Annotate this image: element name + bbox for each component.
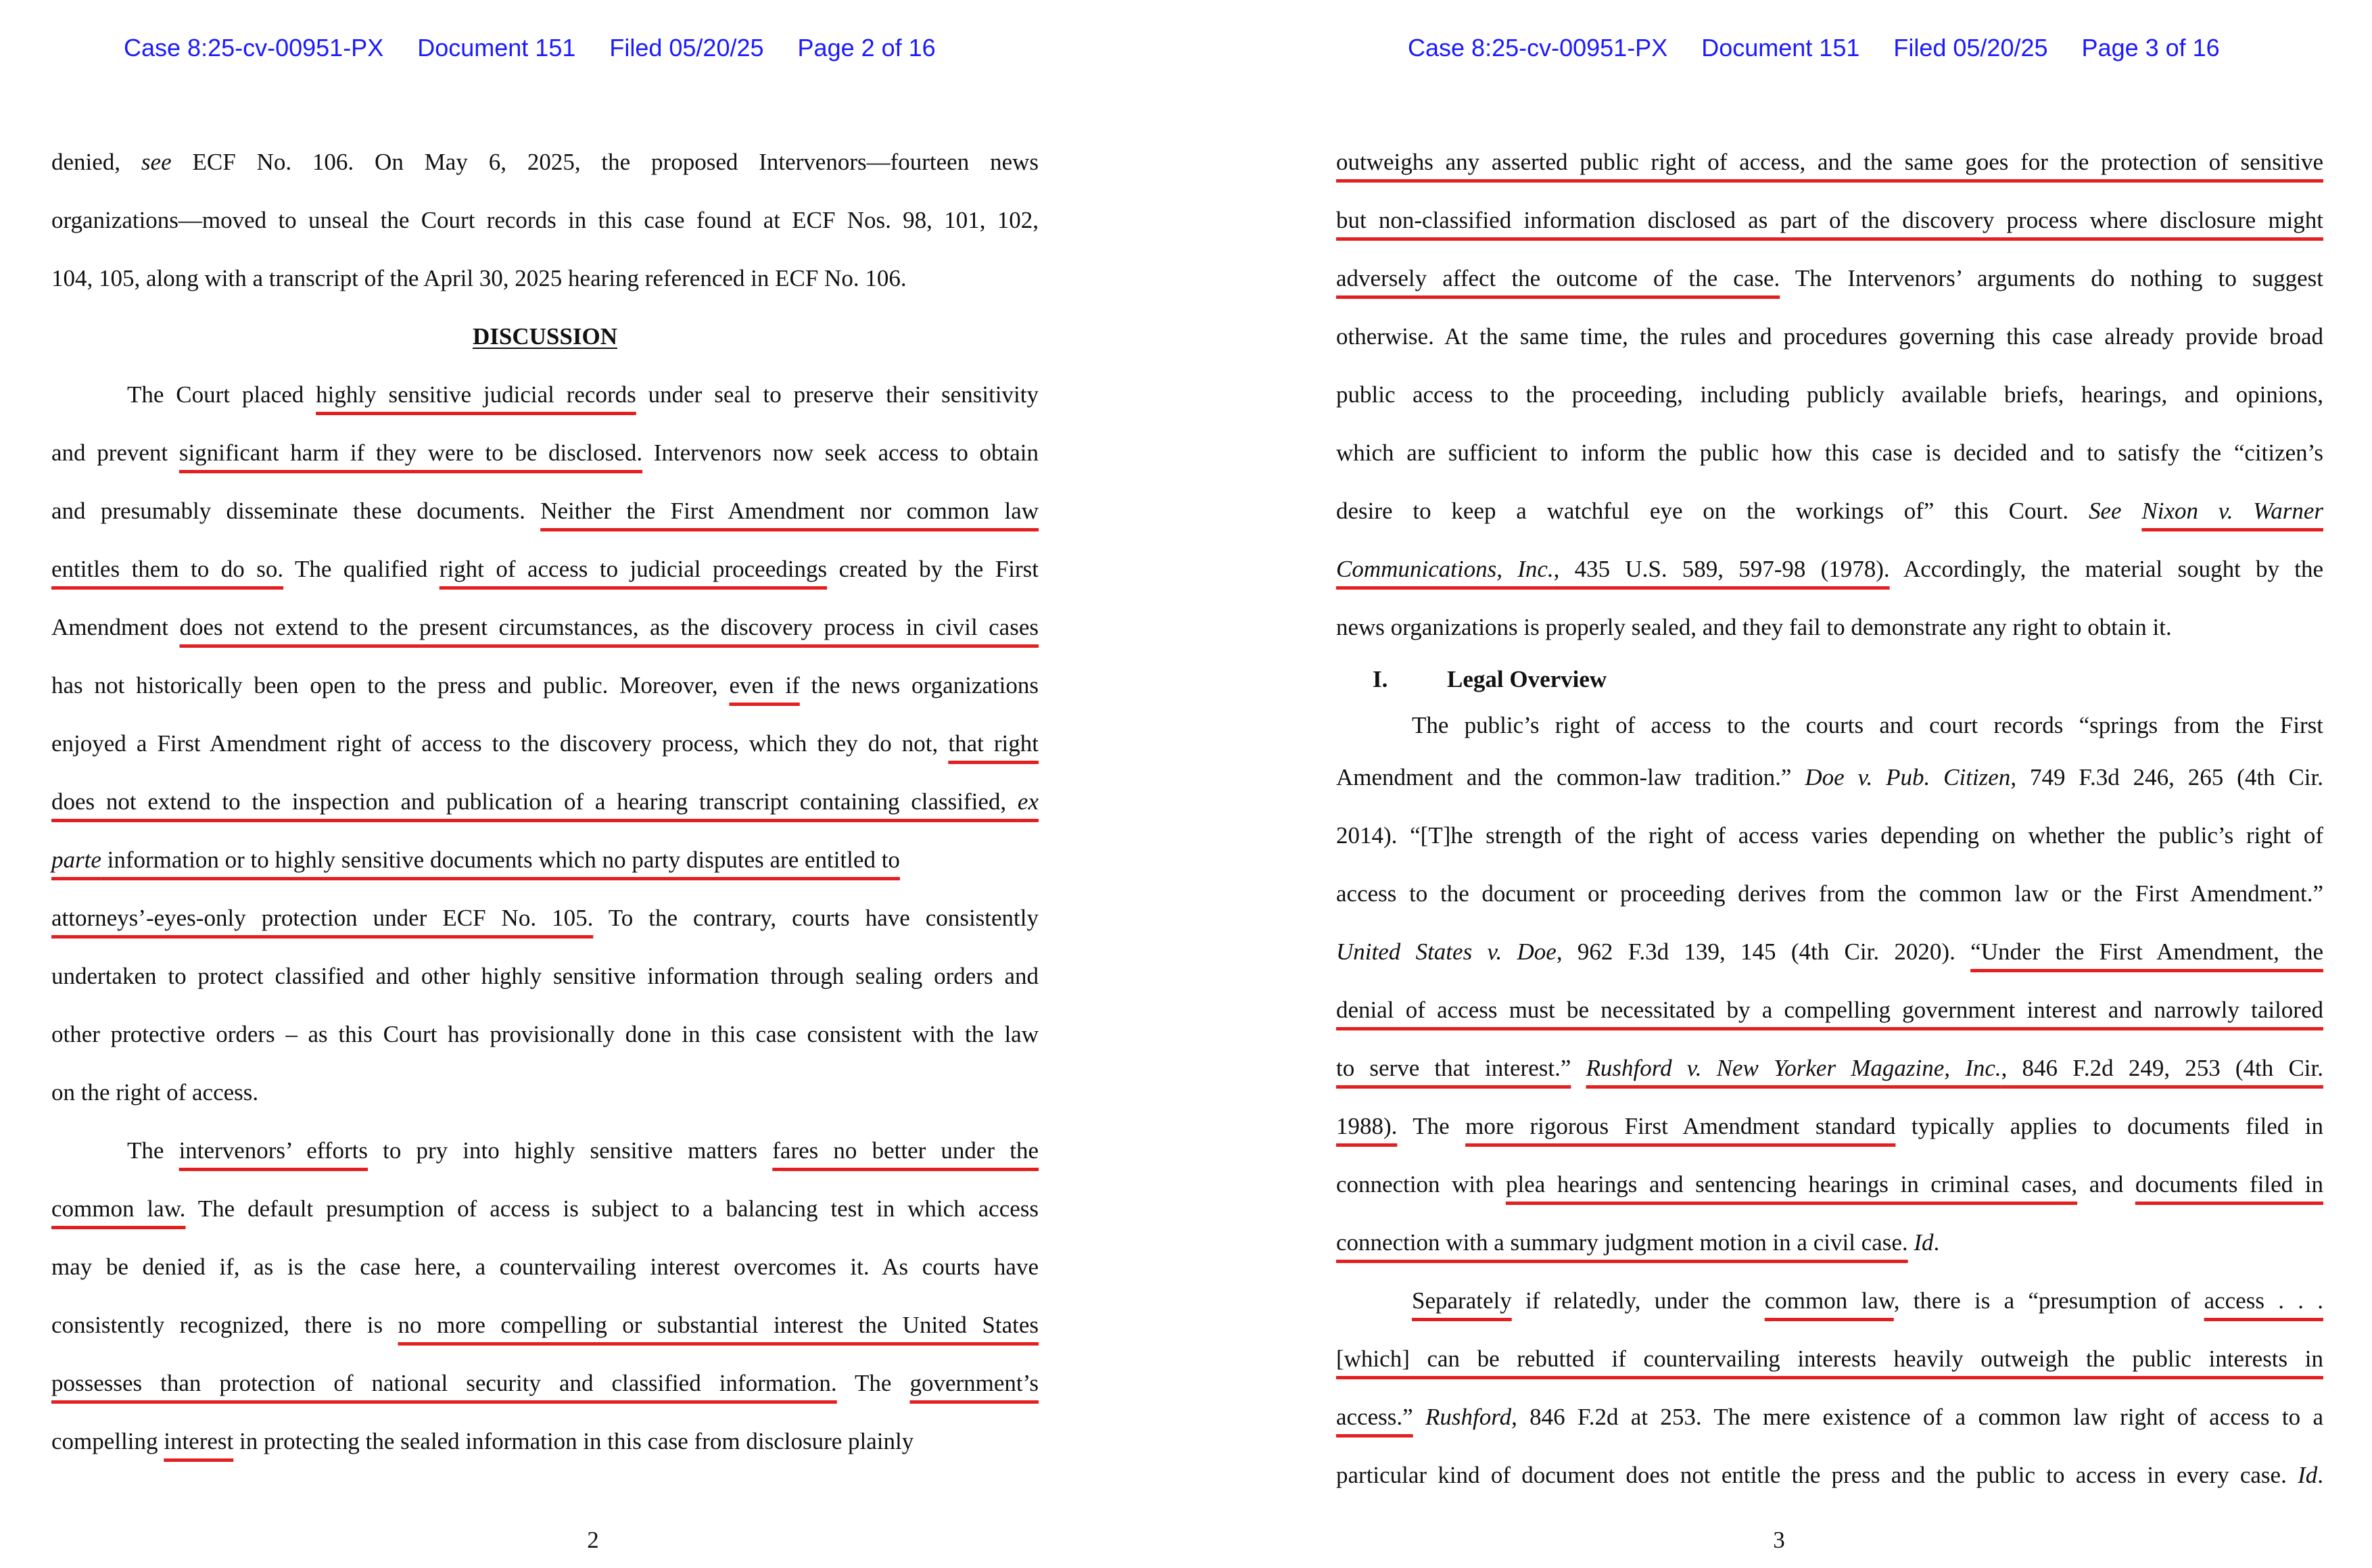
text-line: [which] can be rebutted if countervailing interests heavily outweigh the public interests in [1336, 1346, 2323, 1372]
text-line: connection with a summary judgment motion in a civil case. Id. [1336, 1229, 1940, 1256]
text-line: 1988). The more rigorous First Amendment standard typically applies to documents filed in [1336, 1113, 2323, 1139]
page-number: 3 [1773, 1527, 1785, 1553]
page-header [124, 34, 936, 62]
text-line: The public’s right of access to the courts and court records “springs from the First [1412, 712, 2323, 738]
text-line: entitles them to do so. The qualified right of access to judicial proceedings created by the First [51, 556, 1039, 582]
document-number: Document 151 [417, 34, 576, 62]
text-line: denial of access must be necessitated by a compelling government interest and narrowly tailored [1336, 997, 2323, 1023]
page-indicator: Page 3 of 16 [2081, 34, 2220, 62]
text-line: desire to keep a watchful eye on the workings of” this Court. See Nixon v. Warner [1336, 498, 2324, 524]
text-line: denied, see ECF No. 106. On May 6, 2025, the proposed Intervenors—fourteen news [51, 149, 1039, 175]
page-3 [1186, 0, 2372, 1568]
page-header [1408, 34, 2220, 62]
text-line: outweighs any asserted public right of access, and the same goes for the protection of sensitive [1336, 149, 2323, 175]
case-number: Case 8:25-cv-00951-PX [1408, 34, 1668, 62]
text-line: particular kind of document does not entitle the press and the public to access in every case. Id. [1336, 1462, 2323, 1488]
text-line: compelling interest in protecting the sealed information in this case from disclosure plainly [51, 1428, 914, 1454]
text-line: access.” Rushford, 846 F.2d at 253. The mere existence of a common law right of access to a [1336, 1404, 2323, 1430]
text-line: possesses than protection of national security and classified information. The government’s [51, 1370, 1039, 1396]
text-line: otherwise. At the same time, the rules and procedures governing this case already provide broad [1336, 323, 2323, 350]
text-line: public access to the proceeding, including publicly available briefs, hearings, and opinions, [1336, 381, 2323, 408]
text-line: enjoyed a First Amendment right of access to the discovery process, which they do not, that right [51, 730, 1039, 757]
text-line: adversely affect the outcome of the case. The Intervenors’ arguments do nothing to suggest [1336, 265, 2323, 291]
text-line: attorneys’-eyes-only protection under ECF No. 105. To the contrary, courts have consistently [51, 905, 1039, 931]
text-line: Communications, Inc., 435 U.S. 589, 597-98 (1978). Accordingly, the material sought by the [1336, 556, 2323, 582]
case-number: Case 8:25-cv-00951-PX [124, 34, 384, 62]
section-heading: DISCUSSION [473, 323, 617, 350]
text-line: parte information or to highly sensitive documents which no party disputes are entitled to [51, 847, 900, 873]
text-line: which are sufficient to inform the public how this case is decided and to satisfy the “citizen’s [1336, 439, 2323, 466]
section-heading: I. Legal Overview [1373, 666, 1607, 692]
page-indicator: Page 2 of 16 [797, 34, 936, 62]
text-line: common law. The default presumption of access is subject to a balancing test in which access [51, 1195, 1039, 1222]
text-line: but non-classified information disclosed as part of the discovery process where disclosure might [1336, 207, 2323, 233]
text-line: has not historically been open to the press and public. Moreover, even if the news organizations [51, 672, 1039, 698]
text-line: and presumably disseminate these documents. Neither the First Amendment nor common law [51, 498, 1039, 524]
text-line: to serve that interest.” Rushford v. New Yorker Magazine, Inc., 846 F.2d 249, 253 (4th Cir. [1336, 1055, 2323, 1081]
text-line: United States v. Doe, 962 F.3d 139, 145 (4th Cir. 2020). “Under the First Amendment, the [1336, 939, 2323, 965]
text-line: on the right of access. [51, 1079, 259, 1106]
text-line: organizations—moved to unseal the Court records in this case found at ECF Nos. 98, 101, 102, [51, 207, 1039, 233]
text-line: other protective orders – as this Court has provisionally done in this case consistent with the law [51, 1021, 1039, 1047]
text-line: may be denied if, as is the case here, a countervailing interest overcomes it. As courts have [51, 1254, 1039, 1280]
page-number: 2 [587, 1527, 599, 1553]
document-number: Document 151 [1701, 34, 1860, 62]
text-line: undertaken to protect classified and other highly sensitive information through sealing orders and [51, 963, 1039, 989]
text-line: Separately if relatedly, under the common law, there is a “presumption of access . . . [1412, 1287, 2323, 1314]
filed-date: Filed 05/20/25 [609, 34, 764, 62]
text-line: news organizations is properly sealed, and they fail to demonstrate any right to obtain it. [1336, 614, 2172, 640]
page-body [1336, 133, 2323, 1504]
text-line: Amendment does not extend to the present circumstances, as the discovery process in civil cases [51, 614, 1039, 640]
text-line: connection with plea hearings and sentencing hearings in criminal cases, and documents filed in [1336, 1171, 2323, 1197]
text-line: consistently recognized, there is no more compelling or substantial interest the United States [51, 1312, 1039, 1338]
text-line: Amendment and the common-law tradition.” Doe v. Pub. Citizen, 749 F.3d 246, 265 (4th Cir. [1336, 764, 2323, 790]
text-line: and prevent significant harm if they were to be disclosed. Intervenors now seek access to obtain [51, 439, 1039, 466]
text-line: 104, 105, along with a transcript of the April 30, 2025 hearing referenced in ECF No. 106. [51, 265, 907, 291]
filed-date: Filed 05/20/25 [1893, 34, 2048, 62]
text-line: The intervenors’ efforts to pry into highly sensitive matters fares no better under the [127, 1137, 1039, 1164]
text-line: does not extend to the inspection and publication of a hearing transcript containing classified, ex [51, 788, 1039, 815]
text-line: access to the document or proceeding derives from the common law or the First Amendment.” [1336, 880, 2323, 907]
text-line: 2014). “[T]he strength of the right of access varies depending on whether the public’s right of [1336, 822, 2323, 849]
text-line: The Court placed highly sensitive judicial records under seal to preserve their sensitivity [127, 381, 1039, 408]
page-body [51, 133, 1039, 1471]
